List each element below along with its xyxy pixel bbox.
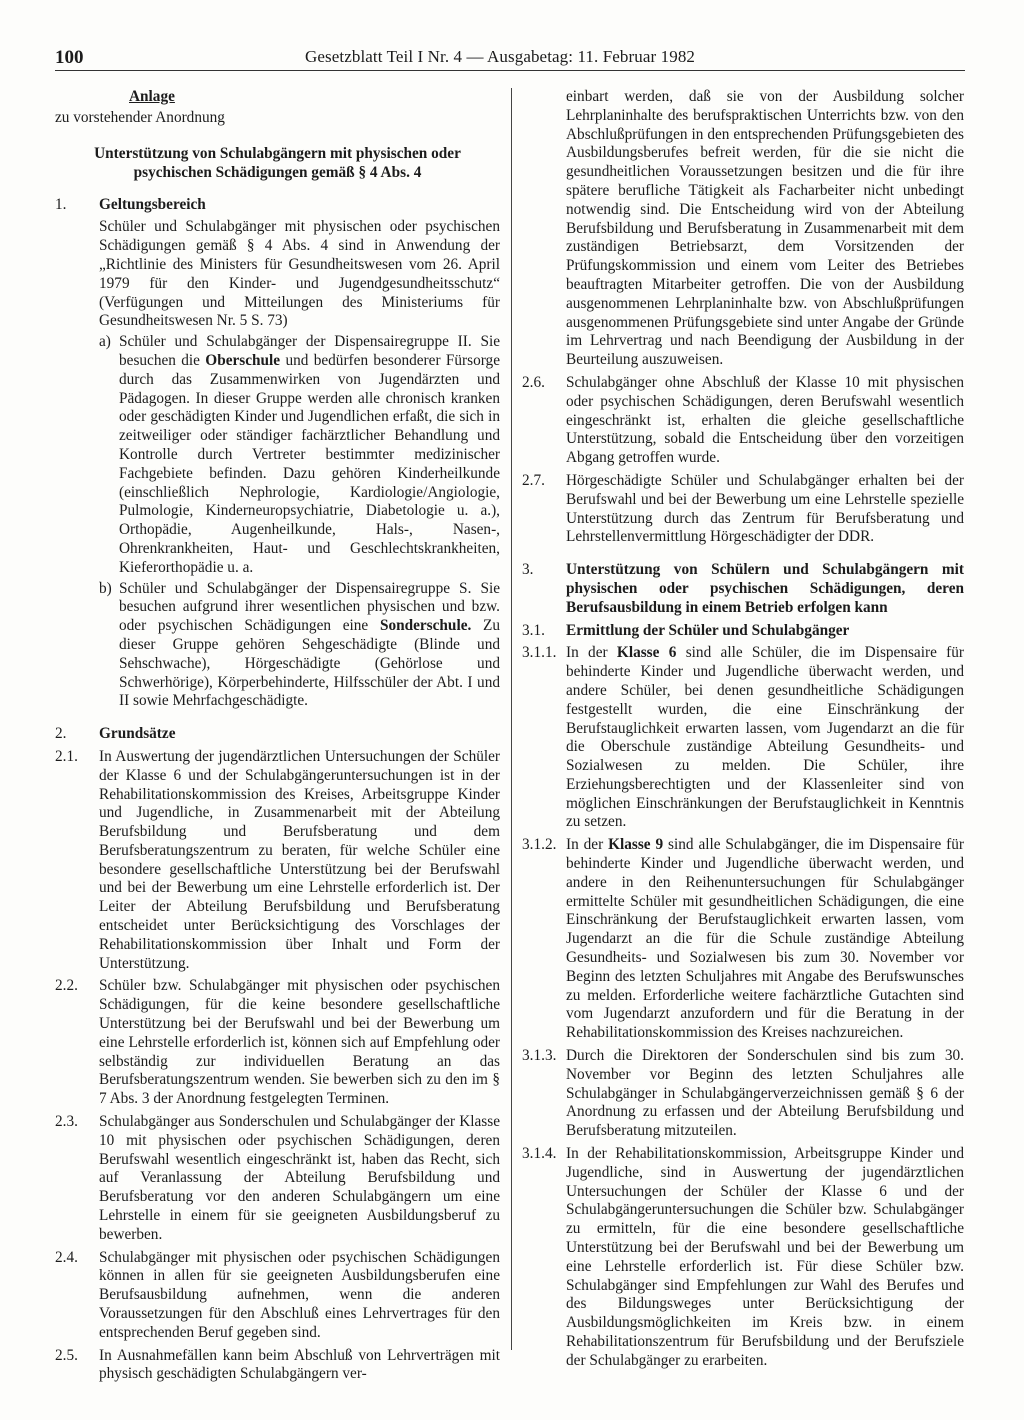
section-number: 2. [55, 725, 67, 743]
paragraph-2-1 [55, 748, 500, 974]
section-number: 3.1. [522, 621, 545, 639]
item-text: Schüler und Schulabgänger der Dispensairegruppe S. Sie besuchen aufgrund ihrer wesentlichen physischen und bzw. oder psychischen Schädigungen eine Sonderschule. Zu dieser Gruppe gehören Sehgeschädigte (Blinde und Sehschwache), Hörgeschädigte (Gehörlose und Schwerhörige), Körperbehinderte, Hilfsschüler der Abt. I und II sowie Mehrfachgeschädigte. [119, 579, 501, 710]
section-1-intro: Schüler und Schulabgänger mit physischen oder psychischen Schädigungen gemäß § 4 Abs. 4 sind in Anwendung der „Richtlinie des Ministers für Gesundheitswesen vom 26. April 1979 für den Kinder- und Jugendgesundheitsschutz“ (Verfügungen und Mitteilungen des Ministeriums für Gesundheitswesen Nr. 5 S. 73) [99, 218, 500, 330]
paragraph-text: Schulabgänger mit physischen oder psychischen Schädigungen können in allen für sie geeigneten Ausbildungsberufen eine Berufsausbildung aufnehmen, wenn die anderen Voraussetzungen für den Abschluß eines Lehrvertrages für den entsprechenden Beruf gegeben sind. [99, 1248, 500, 1341]
paragraph-number: 2.3. [55, 1113, 78, 1131]
paragraph-number: 3.1.3. [522, 1047, 557, 1065]
paragraph-text: Durch die Direktoren der Sonderschulen sind bis zum 30. November vor Beginn des letzten Schuljahres alle Schulabgänger in Schulabgängerverzeichnissen gemäß § 6 der Anordnung zu erfassen und der Abteilung Berufsbildung und Berufsberatung mitzuteilen. [566, 1047, 964, 1140]
item-a [99, 333, 500, 577]
column-divider [511, 88, 512, 1350]
right-column [522, 88, 964, 1371]
paragraph-number: 3.1.4. [522, 1145, 557, 1163]
anlage-subtitle: zu vorstehender Anordnung [55, 108, 225, 126]
paragraph-3-1-2 [522, 836, 964, 1043]
running-title: Gesetzblatt Teil I Nr. 4 — Ausgabetag: 11. Februar 1982 [305, 47, 696, 66]
paragraph-3-1-4 [522, 1145, 964, 1371]
paragraph-2-3 [55, 1113, 500, 1245]
anlage-label: Anlage [129, 88, 175, 105]
section-heading: Geltungsbereich [99, 195, 206, 213]
paragraph-number: 3.1.1. [522, 644, 557, 662]
paragraph-number: 2.2. [55, 977, 78, 995]
paragraph-text: Schulabgänger aus Sonderschulen und Schulabgänger der Klasse 10 mit physischen oder psychischen Schädigungen, deren Berufswahl wesentlich eingeschränkt ist, haben das Recht, sich auf Veranlassung der Abteilung Berufsbildung und Berufsberatung vor den anderen Schulabgängern um eine Lehrstelle in einem für sie geeigneten Ausbildungsberuf zu bewerben. [99, 1113, 500, 1243]
section-3-heading [522, 561, 964, 617]
paragraph-number: 2.4. [55, 1248, 78, 1266]
paragraph-text: Schüler bzw. Schulabgänger mit physischen oder psychischen Schädigungen, für die keine besondere gesellschaftliche Unterstützung bei der Berufswahl und bei der Bewerbung um eine Lehrstelle erforderlich ist, können sich auf Empfehlung oder selbständig zur individuellen Beratung an das Berufsberatungszentrum wenden. Sie bewerben sich zu den im § 7 Abs. 3 der Anordnung festgelegten Terminen. [99, 977, 500, 1108]
section-heading: Ermittlung der Schüler und Schulabgänger [566, 621, 850, 639]
emphasis: Oberschule [205, 351, 281, 369]
paragraph-number: 2.5. [55, 1346, 78, 1364]
page-number: 100 [55, 47, 84, 68]
section-1-body [55, 218, 500, 711]
paragraph-2-2 [55, 977, 500, 1109]
paragraph-number: 2.7. [522, 471, 545, 489]
paragraph-text: In der Klasse 6 sind alle Schüler, die im Dispensaire für behinderte Kinder und Jugendliche überwacht werden, und andere Schüler, bei denen gesundheitliche Schädigungen festgestellt wurden, die eine Einschränkung der Berufstauglichkeit erwarten lassen, vom Jugendarzt an die für die Oberschule zuständige Abteilung Gesundheits- und Sozialwesen zu melden. Die Schüler, ihre Erziehungsberechtigten und der Klassenleiter sind von möglichen Einschränkungen der Berufstauglichkeit in Kenntnis zu setzen. [566, 644, 965, 831]
paragraph-2-5-continued [522, 88, 964, 370]
item-text: Schüler und Schulabgänger der Dispensairegruppe II. Sie besuchen die Oberschule und bedürfen besonderer Fürsorge durch das Zusammenwirken von Jugendärzten und Pädagogen. In dieser Gruppe werden alle chronisch kranken oder geschädigten Kinder und Jugendlichen erfaßt, die sich in zeitweiliger oder ständiger fachärztlicher Behandlung und Kontrolle durch Vertreter bestimmter medizinischer Fachgebiete befinden. Dazu gehören Kinderheilkunde (einschließlich Nephrologie, Kardiologie/Angiologie, Pulmologie, Kinderneuropsychiatrie, Diabetologie u. a.), Orthopädie, Augenheilkunde, Hals-, Nasen-, Ohrenkrankheiten, Haut- und Geschlechtskrankheiten, Kieferorthopädie u. a. [119, 333, 500, 576]
paragraph-text: In Auswertung der jugendärztlichen Untersuchungen der Schüler der Klasse 6 und der Schulabgängeruntersuchungen ist in der Rehabilitationskommission des Kreises, Arbeitsgruppe Kinder und Jugendliche, in Zusammenarbeit mit der Abteilung Berufsbildung und Berufsberatung und dem Berufsberatungszentrum zu beraten, für welche Schüler eine besondere gesellschaftliche Unterstützung bei der Berufswahl und bei der Bewerbung um eine Lehrstelle erforderlich ist. Der Leiter der Abteilung Berufsbildung und Berufsberatung entscheidet unter Berücksichtigung des Vorschlages der Rehabilitationskommission über Inhalt und Form der Unterstützung. [99, 747, 500, 972]
paragraph-3-1-3 [522, 1047, 964, 1141]
emphasis: Klasse 6 [616, 644, 677, 662]
paragraph-2-4 [55, 1249, 500, 1343]
paragraph-text: einbart werden, daß sie von der Ausbildung solcher Lehrplaninhalte des berufspraktischen Unterrichts bzw. von den Abschlußprüfungen in den entsprechenden Prüfungsgebieten des Ausbildungsberufes befreit werden, für die sie nicht die gesundheitlichen Voraussetzungen besitzen und die für ihre spätere berufliche Tätigkeit als Facharbeiter nicht unbedingt notwendig sind. Die Entscheidung wird von der Abteilung Berufsbildung und Berufsberatung in Zusammenarbeit mit dem zuständigen Betriebsarzt, dem Vorsitzenden der Prüfungskommission und einem vom Leiter des Betriebes beauftragten Mitarbeiter getroffen. Die von der Ausbildung ausgenommenen Lehrplaninhalte bzw. von Abschlußprüfungen ausgenommenen Prüfungsgebiete sind unter Angabe der Gründe im Lehrvertrag und nach Beendigung der Ausbildung in der Beurteilung auszuweisen. [566, 88, 964, 369]
document-title: Unterstützung von Schulabgängern mit physischen oder psychischen Schädigungen gemäß § 4 Abs. 4 [94, 144, 461, 181]
paragraph-2-5 [55, 1347, 500, 1385]
section-3-1-heading [522, 622, 964, 641]
emphasis: Klasse 9 [608, 836, 664, 854]
item-b [99, 580, 500, 712]
item-label: b) [99, 579, 112, 597]
paragraph-text: Hörgeschädigte Schüler und Schulabgänger erhalten bei der Berufswahl und bei der Bewerbung um eine Lehrstelle spezielle Unterstützung durch das Zentrum für Berufsberatung und Lehrstellenvermittlung Hörgeschädigter der DDR. [566, 471, 964, 546]
paragraph-2-6 [522, 374, 964, 468]
section-heading: Unterstützung von Schülern und Schulabgängern mit physischen oder psychischen Schädigungen, deren Berufsausbildung in einem Betrieb erfolgen kann [566, 561, 964, 616]
paragraph-text: In Ausnahmefällen kann beim Abschluß von Lehrverträgen mit physisch geschädigten Schulabgängern ver- [99, 1346, 500, 1383]
section-number: 1. [55, 195, 67, 213]
paragraph-2-7 [522, 472, 964, 547]
header-rule [55, 70, 965, 71]
section-2-heading [55, 725, 500, 744]
paragraph-number: 3.1.2. [522, 836, 557, 854]
paragraph-text: In der Klasse 9 sind alle Schulabgänger, die im Dispensaire für behinderte Kinder und Jugendliche überwacht werden, und andere in den Reihenuntersuchungen für Schulabgänger ermittelte Schüler mit gesundheitlichen Schädigungen, die eine Einschränkung der Berufstauglichkeit erwarten lassen, vom Jugendarzt an die für die Schule zuständige Abteilung Gesundheits- und Sozialwesen bis zum 30. November vor Beginn des letzten Schuljahres mit Angabe des Berufswunsches zu melden. Erforderliche weitere fachärztliche Gutachten sind vom Jugendarzt anzufordern und für die Beratung in der Rehabilitationskommission des Kreises nachzureichen. [566, 836, 965, 1042]
left-column [55, 88, 500, 1384]
paragraph-number: 2.1. [55, 747, 78, 765]
section-number: 3. [522, 561, 534, 579]
emphasis: Sonderschule. [379, 617, 472, 635]
paragraph-number: 2.6. [522, 373, 545, 391]
section-1-heading [55, 196, 500, 215]
paragraph-text: In der Rehabilitationskommission, Arbeitsgruppe Kinder und Jugendliche, sind in Auswertung der jugendärztlichen Untersuchungen der Schüler der Klasse 6 und der Schulabgängeruntersuchungen die Schüler bzw. Schulabgänger zu ermitteln, für die eine besondere gesellschaftliche Unterstützung bei der Berufswahl und bei der Bewerbung um eine Lehrstelle erforderlich ist. Für diese Schüler bzw. Schulabgänger sind Empfehlungen zur Wahl des Berufes und des Bildungsweges unter Berücksichtigung der Ausbildungsmöglichkeiten im Kreis bzw. in einem Rehabilitationszentrum für Berufsbildung und der Berufsziele der Schulabgänger zu erarbeiten. [566, 1145, 964, 1369]
paragraph-3-1-1 [522, 644, 964, 832]
paragraph-text: Schulabgänger ohne Abschluß der Klasse 10 mit physischen oder psychischen Schädigungen, deren Berufswahl wesentlich eingeschränkt ist, erhalten die gleiche gesellschaftliche Unterstützung, sobald die Entscheidung über den vorzeitigen Abgang getroffen wurde. [566, 373, 964, 467]
section-heading: Grundsätze [99, 725, 176, 743]
item-label: a) [99, 333, 111, 351]
